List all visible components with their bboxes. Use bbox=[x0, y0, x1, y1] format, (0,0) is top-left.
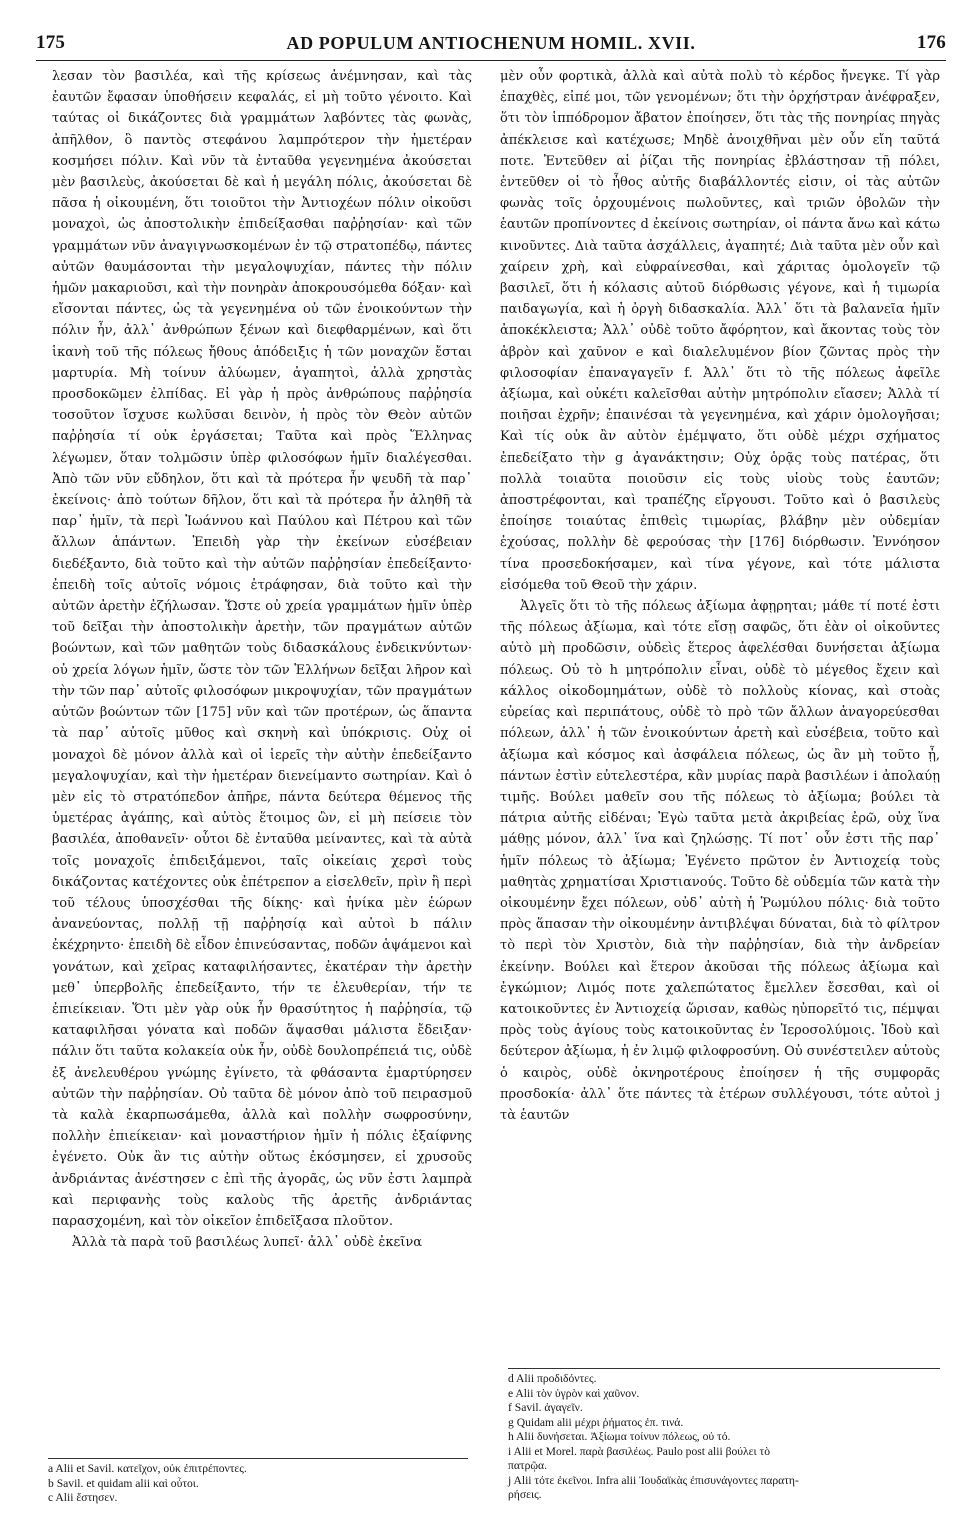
right-column bbox=[500, 66, 940, 1126]
footnote-c: c Alii ἔστησεν. bbox=[48, 1491, 118, 1504]
page-number-left: 175 bbox=[36, 32, 66, 53]
left-footnote-rule bbox=[48, 1458, 468, 1459]
footnote-f: f Savil. ἀγαγεῖν. bbox=[508, 1401, 583, 1414]
footnote-a: a Alii et Savil. κατεῖχον, οὐκ ἐπιτρέποντες. bbox=[48, 1462, 247, 1475]
right-paragraph-1: μὲν οὖν φορτικὰ, ἀλλὰ καὶ αὐτὰ πολὺ τὸ κέρδος ἤνεγκε. Τί γὰρ ἐπαχθὲς, εἰπέ μοι, τῶν γενομένων; ὅτι τὴν ὀρχήστραν ἀνέφραξεν, ὅτι τὸν ἱππόδρομον ἄβατον ἐποίησεν, ὅτι τὰς τῆς πονηρίας πηγὰς ἀπέκλεισε καὶ κατέχωσε; Μηδὲ ἀνοιχθῆναι μὲν οὖν εἴη ταῦτά ποτε. Ἐντεῦθεν αἱ ῥίζαι τῆς πονηρίας ἐβλάστησαν τῇ πόλει, ἐντεῦθεν οἱ τὸ ἦθος αὐτῆς διαβάλλοντές εἰσιν, οἱ τὰς αὐτῶν φωνὰς τοῖς ὀρχουμένοις πωλοῦντες, καὶ τριῶν ὀβολῶν τὴν ἑαυτῶν προπίνοντες d ἐκείνοις σωτηρίαν, οἱ πάντα ἄνω καὶ κάτω κινοῦντες. Διὰ ταῦτα ἀσχάλλεις, ἀγαπητέ; Διὰ ταῦτα μὲν οὖν καὶ χαίρειν χρὴ, καὶ εὐφραίνεσθαι, καὶ χάριτας ὁμολογεῖν τῷ βασιλεῖ, ὅτι ἡ κόλασις αὐτοῦ διόρθωσις γέγονε, καὶ ἡ τιμωρία παιδαγωγία, καὶ ἡ ὀργὴ διδασκαλία. Ἀλλ᾽ ὅτι τὰ βαλανεῖα ἡμῖν ἀποκέκλειστα; Ἀλλ᾽ οὐδὲ τοῦτο ἄφόρητον, καὶ ἄκοντας τοὺς τὸν ἁβρὸν καὶ χαῦνον e καὶ διαλελυμένον βίον ζῶντας πρὸς τὴν φιλοσοφίαν ἐπαναγαγεῖν f. Ἀλλ᾽ ὅτι τὸ τῆς πόλεως ἀφεῖλε ἀξίωμα, καὶ οὐκέτι καλεῖσθαι αὐτὴν μητρόπολιν εἴασεν; Ἀλλὰ τί ποιῆσαι ἐχρῆν; ἐπαινέσαι τὰ γεγενημένα, καὶ χάριν ὁμολογῆσαι; Καὶ τίς οὐκ ἂν αὐτὸν ἐμέμψατο, ὅτι οὐδὲ μέχρι σχήματος ἐπεδείξατο τὴν g ἀγανάκτησιν; Οὐχ ὁρᾷς τοὺς πατέρας, ὅτι πολλὰ τοιαῦτα ποιοῦσιν εἰς τοὺς υἱοὺς τοὺς ἑαυτῶν; ἀποστρέφονται, καὶ τραπέζης εἴργουσι. Τοῦτο καὶ ὁ βασιλεὺς ἐποίησε τοιαύτας ἐπιθεὶς τιμωρίας, βλάβην μὲν οὐδεμίαν ἐχούσας, πολλὴν δὲ φερούσας τὴν [176] διόρθωσιν. Ἐννόησον τίνα προσεδοκήσαμεν, καὶ τίνα γέγονε, καὶ τότε μάλιστα εἰσόμεθα τοῦ Θεοῦ τὴν χάριν. bbox=[500, 69, 940, 593]
page-number-right: 176 bbox=[916, 32, 946, 53]
left-paragraph-2: Ἀλλὰ τὰ παρὰ τοῦ βασιλέως λυπεῖ· ἀλλ᾽ οὐδὲ ἐκεῖνα bbox=[72, 1235, 423, 1251]
footnote-h: h Alii δυνήσεται. Ἀξίωμα τοίνυν πόλεως, οὐ τό. bbox=[508, 1430, 731, 1443]
right-paragraph-2: Ἀλγεῖς ὅτι τὸ τῆς πόλεως ἀξίωμα ἀφῃρηται; μάθε τί ποτέ ἐστι τῆς πόλεως ἀξίωμα, καὶ τότε εἴσῃ σαφῶς, ὅτι ἐὰν οἱ οἰκοῦντες αὐτὸ μὴ προδῶσιν, οὐδεὶς ἕτερος ἀφελέσθαι δυνήσεται ἀξίωμα πόλεως. Οὐ τὸ h μητρόπολιν εἶναι, οὐδὲ τὸ μέγεθος ἔχειν καὶ κάλλος οἰκοδομημάτων, οὐδὲ τὸ πολλοὺς κίονας, καὶ στοὰς εὐρείας καὶ περιπάτους, οὐδὲ τὸ πρὸ τῶν ἄλλων ἀναγορεύεσθαι πόλεων, ἀλλ᾽ ἡ τῶν ἐνοικούντων ἀρετὴ καὶ εὐσέβεια, τοῦτο καὶ ἀξίωμα καὶ κόσμος καὶ ἀσφάλεια πόλεως, ὡς ἂν μὴ τοῦτο ᾖ, πάντων ἐστὶν εὐτελεστέρα, κἂν μυρίας παρὰ βασιλέων i ἀπολαύῃ τιμῆς. Βούλει μαθεῖν σου τῆς πόλεως τὸ ἀξίωμα; βούλει τὰ πάτρια αὐτῆς εἰδέναι; Ἐγὼ ταῦτα μετὰ ἀκριβείας ἐρῶ, οὐχ ἵνα μάθῃς μόνον, ἀλλ᾽ ἵνα καὶ ζηλώσῃς. Τί ποτ᾽ οὖν ἐστι τῆς παρ᾽ ἡμῖν πόλεως τὸ ἀξίωμα; Ἐγένετο πρῶτον ἐν Ἀντιοχείᾳ τοὺς μαθητὰς χρηματίσαι Χριστιανούς. Τοῦτο δὲ οὐδεμία τῶν κατὰ τὴν οἰκουμένην ἔχει πόλεων, οὐδ᾽ αὐτὴ ἡ Ῥωμύλου πόλις· διὰ τοῦτο πρὸς ἅπασαν τὴν οἰκουμένην ἀντιβλέψαι δύναται, διὰ τὸ φίλτρον τὸ περὶ τὸν Χριστὸν, διὰ τὴν παῤῥησίαν, διὰ τὴν ἀνδρείαν ἐκείνην. Βούλει καὶ ἕτερον ἀκοῦσαι τῆς πόλεως ἀξίωμα καὶ ἐγκώμιον; Λιμός ποτε χαλεπώτατος ἔμελλεν ἔσεσθαι, καὶ οἱ κατοικοῦντες ἐν Ἀντιοχείᾳ ὥρισαν, καθὼς ηὐπορεῖτό τις, πέμψαι πρὸς τοὺς ἁγίους τοὺς κατοικοῦντας ἐν Ἱεροσολύμοις. Ἰδοὺ καὶ δεύτερον ἀξίωμα, ἡ ἐν λιμῷ φιλοφροσύνη. Οὐ συνέστειλεν αὐτοὺς ὁ καιρὸς, οὐδὲ ὀκνηροτέρους ἐποίησεν ἡ τῆς συμφορᾶς προσδοκία· ἀλλ᾽ ὅτε πάντες τὰ ἑτέρων συλλέγουσι, τότε αὐτοὶ j τὰ ἑαυτῶν bbox=[500, 599, 941, 1123]
footnote-d: d Alii προδιδόντες. bbox=[508, 1372, 597, 1385]
right-footnotes bbox=[508, 1372, 948, 1503]
footnote-e: e Alii τὸν ὑγρὸν καὶ χαῦνον. bbox=[508, 1386, 640, 1400]
right-footnote-rule bbox=[508, 1368, 940, 1369]
footnote-i-cont: πατρῷα. bbox=[508, 1459, 547, 1472]
running-header bbox=[36, 30, 946, 56]
footnote-b: b Savil. et quidam alii καὶ οὗτοι. bbox=[48, 1476, 199, 1490]
footnote-g: g Quidam alii μέχρι ῥήματος ἐπ. τινά. bbox=[508, 1415, 684, 1429]
left-column bbox=[52, 66, 472, 1253]
header-rule bbox=[36, 60, 946, 61]
footnote-i: i Alii et Morel. παρὰ βασιλέως. Paulo post alii βούλει τὸ bbox=[508, 1444, 770, 1458]
running-title: AD POPULUM ANTIOCHENUM HOMIL. XVII. bbox=[286, 32, 696, 53]
footnote-j-cont: ρήσεις. bbox=[508, 1488, 542, 1501]
left-paragraph-1: λεσαν τὸν βασιλέα, καὶ τῆς κρίσεως ἀνέμνησαν, καὶ τὰς ἑαυτῶν ἔφασαν ὑποθήσειν κεφαλάς, εἰ μὴ τοῦτο γένοιτο. Καὶ ταύτας οἱ δικάζοντες διὰ γραμμάτων λαβόντες τὰς φωνὰς, ἀπῆλθον, ὃ παντὸς στεφάνου λαμπρότερον τὴν ἡμετέραν κοσμήσει πόλιν. Καὶ νῦν τὰ ἐνταῦθα γεγενημένα ἀκούσεται μὲν βασιλεὺς, ἀκούσεται δὲ καὶ ἡ μεγάλη πόλις, ἀκούσεται δὲ πᾶσα ἡ οἰκουμένη, ὅτι τοιοῦτοι τὴν Ἀντιοχέων πόλιν οἰκοῦσι μοναχοὶ, ὡς ἀποστολικὴν ἐπιδείξασθαι παῤῥησίαν· καὶ τῶν γραμμάτων νῦν ἀναγιγνωσκομένων ἐν τῷ στρατοπέδῳ, πάντες αὐτῶν θαυμάσονται τὴν μεγαλοψυχίαν, πάντες τὴν πόλιν ἡμῶν μακαριοῦσι, καὶ τὴν πονηρὰν ἀποκρουσόμεθα δόξαν· καὶ εἴσονται πάντες, ὡς τὰ γεγενημένα οὐ τῶν ἐνοικούντων τὴν πόλιν ἦν, ἀλλ᾽ ἀνθρώπων ξένων καὶ διεφθαρμένων, καὶ ὅτι ἱκανὴ τοῦ τῆς πόλεως ἤθους ἀπόδειξις ἡ τῶν μοναχῶν ἔσται μαρτυρία. Μὴ τοίνυν ἀλύωμεν, ἀγαπητοὶ, ἀλλὰ χρηστὰς προσδοκῶμεν ἐλπίδας. Εἰ γὰρ ἡ πρὸς ἀνθρώπους παῤῥησία τοσοῦτον ἴσχυσε κωλῦσαι δεινὸν, ἡ πρὸς τὸν Θεὸν αὐτῶν παῤῥησία τί οὐκ ἐργάσεται; Ταῦτα καὶ πρὸς Ἕλληνας λέγωμεν, ὅταν τολμῶσιν ὑπὲρ φιλοσόφων ἡμῖν διαλέγεσθαι. Ἀπὸ τῶν νῦν εὔδηλον, ὅτι καὶ τὰ πρότερα ἦν ψευδῆ τὰ παρ᾽ ἐκείνοις· ἀπὸ τούτων δῆλον, ὅτι καὶ τὰ πρότερα ἦν ἀληθῆ τὰ παρ᾽ ἡμῖν, τὰ περὶ Ἰωάννου καὶ Παύλου καὶ Πέτρου καὶ τῶν ἄλλων ἁπάντων. Ἐπειδὴ γὰρ τὴν ἐκείνων εὐσέβειαν διεδέξαντο, διὰ τοῦτο καὶ τὴν αὐτῶν παῤῥησίαν ἐπεδείξαντο· ἐπειδὴ τοῖς αὐτοῖς νόμοις ἐτράφησαν, διὰ τοῦτο καὶ τὴν αὐτῶν ἀρετὴν ἐζήλωσαν. Ὥστε οὐ χρεία γραμμάτων ἡμῖν ὑπὲρ τοῦ δεῖξαι τὴν ἀποστολικὴν ἀρετὴν, τῶν πραγμάτων αὐτῶν βοώντων, καὶ τῶν μαθητῶν τοὺς διδασκάλους ἐνδεικνύντων· οὐ χρεία λόγων ἡμῖν, ὥστε τὸν τῶν Ἑλλήνων δεῖξαι λῆρον καὶ τὴν τῶν παρ᾽ αὐτοῖς φιλοσόφων μικροψυχίαν, τῶν πραγμάτων αὐτῶν βοώντων τῶν [175] νῦν καὶ τῶν προτέρων, ὡς ἅπαντα τὰ παρ᾽ αὐτοῖς μῦθος καὶ σκηνὴ καὶ ὑπόκρισις. Οὐχ οἱ μοναχοὶ δὲ μόνον ἀλλὰ καὶ οἱ ἱερεῖς τὴν αὐτὴν ἐπεδείξαντο μεγαλοψυχίαν, καὶ τὴν ἡμετέραν διενείμαντο σωτηρίαν. Καὶ ὁ μὲν εἰς τὸ στρατόπεδον ἀπῆρε, πάντα δεύτερα θέμενος τῆς ὑμετέρας ἀγάπης, καὶ αὐτὸς ἕτοιμος ὢν, εἰ μὴ πείσειε τὸν βασιλέα, ἀποθανεῖν· οὗτοι δὲ ἐνταῦθα μείναντες, καὶ τὰ αὐτὰ τοῖς μοναχοῖς ἐπιδειξάμενοι, ταῖς οἰκείαις χερσὶ τοὺς δικάζοντας κατέχοντες οὐκ ἐπέτρεπον a εἰσελθεῖν, πρὶν ἢ περὶ τοῦ τέλους ὑποσχέσθαι τῆς δίκης· καὶ ἡνίκα μὲν ἑώρων ἀνανεύοντας, πολλῇ τῇ παῤῥησίᾳ καὶ αὐτοὶ b πάλιν ἐκέχρηντο· ἐπειδὴ δὲ εἶδον ἐπινεύσαντας, ποδῶν ἁψάμενοι καὶ γονάτων, καὶ χεῖρας καταφιλήσαντες, ἑκατέραν τὴν ἀρετὴν μεθ᾽ ὑπερβολῆς ἐπεδείξαντο, τήν τε ἐλευθερίαν, τήν τε ἐπιείκειαν. Ὅτι μὲν γὰρ οὐκ ἦν θρασύτητος ἡ παῤῥησία, τῷ καταφιλῆσαι γόνατα καὶ ποδῶν ἅψασθαι μάλιστα ἔδειξαν· πάλιν ὅτι ταῦτα κολακεία οὐκ ἦν, οὐδὲ δουλοπρέπειά τις, οὐδὲ ἐξ ἀνελευθέρου γνώμης ἐγίνετο, τὰ φθάσαντα ἐμαρτύρησεν αὐτῶν τὴν παῤῥησίαν. Οὐ ταῦτα δὲ μόνον ἀπὸ τοῦ πειρασμοῦ τὰ καλὰ ἐκαρπωσάμεθα, ἀλλὰ καὶ πολλὴν σωφροσύνην, πολλὴν ἐπιείκειαν· καὶ μοναστήριον ἡμῖν ἡ πόλις ἐξαίφνης ἐγένετο. Οὐκ ἂν τις αὐτὴν οὕτως ἐκόσμησεν, εἰ χρυσοῦς ἀνδριάντας ἀνέστησεν c ἐπὶ τῆς ἀγορᾶς, ὡς νῦν ἐστι λαμπρὰ καὶ περιφανὴς τοὺς καλοὺς τῆς ἀρετῆς ἀνδριάντας παρασχομένη, καὶ τὸν οἰκεῖον ἐπιδεῖξασα πλοῦτον. bbox=[52, 69, 472, 1229]
left-footnotes bbox=[48, 1462, 468, 1506]
footnote-j: j Alii τότε ἐκεῖνοι. Infra alii Ἰουδαϊκὰς ἐπισυνάγοντες παρατη- bbox=[508, 1473, 799, 1487]
